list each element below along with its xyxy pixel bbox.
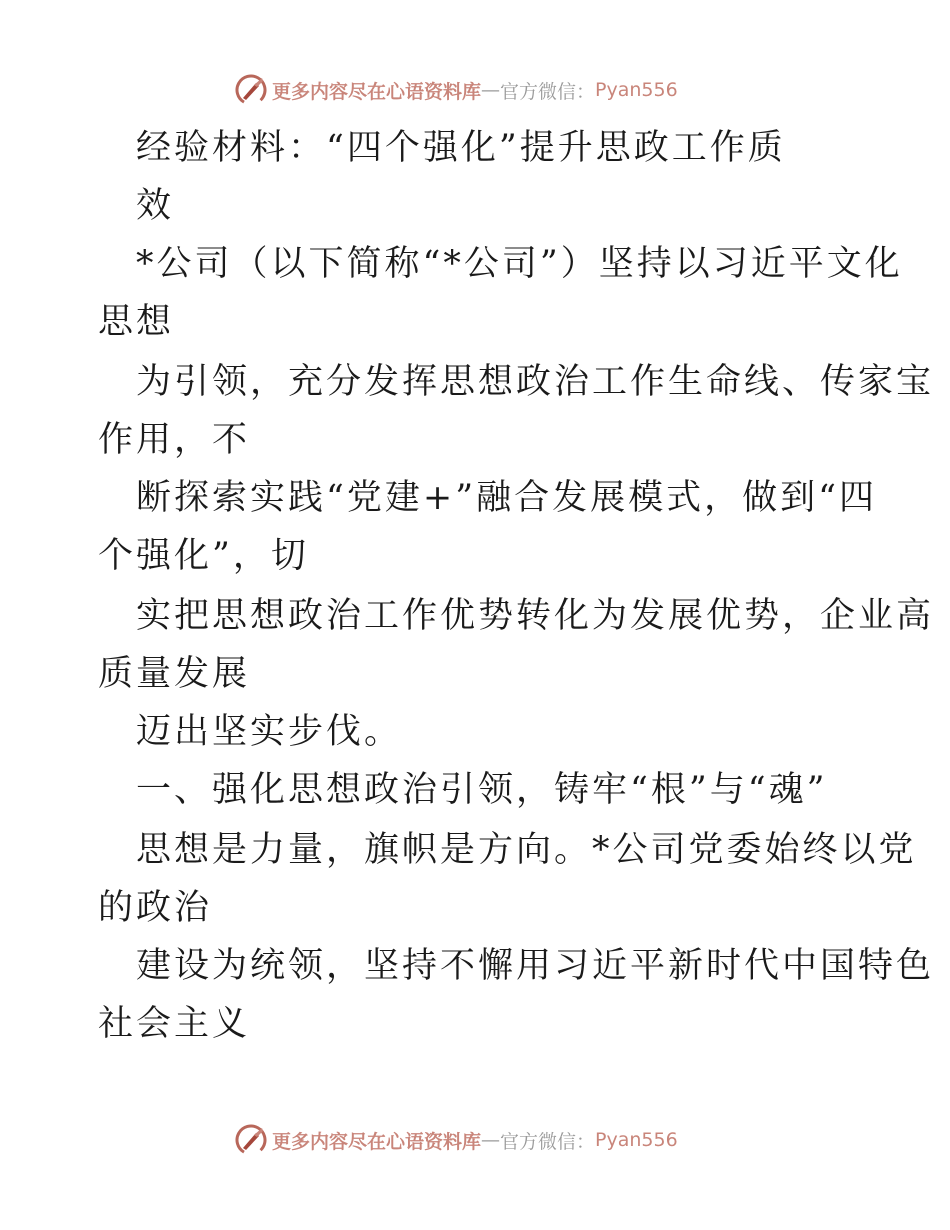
- document-title-line-1: 经验材料：“四个强化”提升思政工作质: [136, 128, 786, 168]
- paragraph-line: 社会主义: [98, 1004, 251, 1044]
- document-title-line-2: 效: [136, 186, 175, 226]
- quill-logo-icon: [234, 1123, 268, 1157]
- paragraph-line: 为引领，充分发挥思想政治工作生命线、传家宝: [136, 362, 935, 402]
- paragraph-line: 建设为统领，坚持不懈用习近平新时代中国特色: [136, 946, 935, 986]
- paragraph-line: 的政治: [98, 888, 213, 928]
- footer-watermark: [234, 1122, 678, 1158]
- header-watermark: [234, 72, 678, 108]
- watermark-wechat-label: 官方微信：: [500, 1130, 596, 1153]
- watermark-text: 更多内容尽在心语资料库: [272, 1130, 482, 1153]
- watermark-dash: —: [481, 1129, 501, 1151]
- watermark-text: 更多内容尽在心语资料库: [272, 80, 482, 103]
- paragraph-line: 个强化”，切: [98, 536, 309, 576]
- section-heading: 一、强化思想政治引领，铸牢“根”与“魂”: [136, 770, 828, 810]
- paragraph-line: 作用，不: [98, 420, 251, 460]
- paragraph-line: 实把思想政治工作优势转化为发展优势，企业高: [136, 596, 935, 636]
- paragraph-line: 思想是力量，旗帜是方向。*公司党委始终以党: [136, 830, 917, 870]
- paragraph-line: *公司（以下简称“*公司”）坚持以习近平文化: [136, 244, 903, 284]
- quill-logo-icon: [234, 73, 268, 107]
- watermark-wechat-id: Pyan556: [595, 1129, 678, 1151]
- paragraph-line: 思想: [98, 302, 175, 342]
- watermark-dash: —: [481, 79, 501, 101]
- paragraph-line: 迈出坚实步伐。: [136, 712, 403, 752]
- paragraph-line: 质量发展: [98, 654, 251, 694]
- paragraph-line: 断探索实践“党建+”融合发展模式，做到“四: [136, 478, 878, 518]
- watermark-wechat-label: 官方微信：: [500, 80, 596, 103]
- watermark-wechat-id: Pyan556: [595, 79, 678, 101]
